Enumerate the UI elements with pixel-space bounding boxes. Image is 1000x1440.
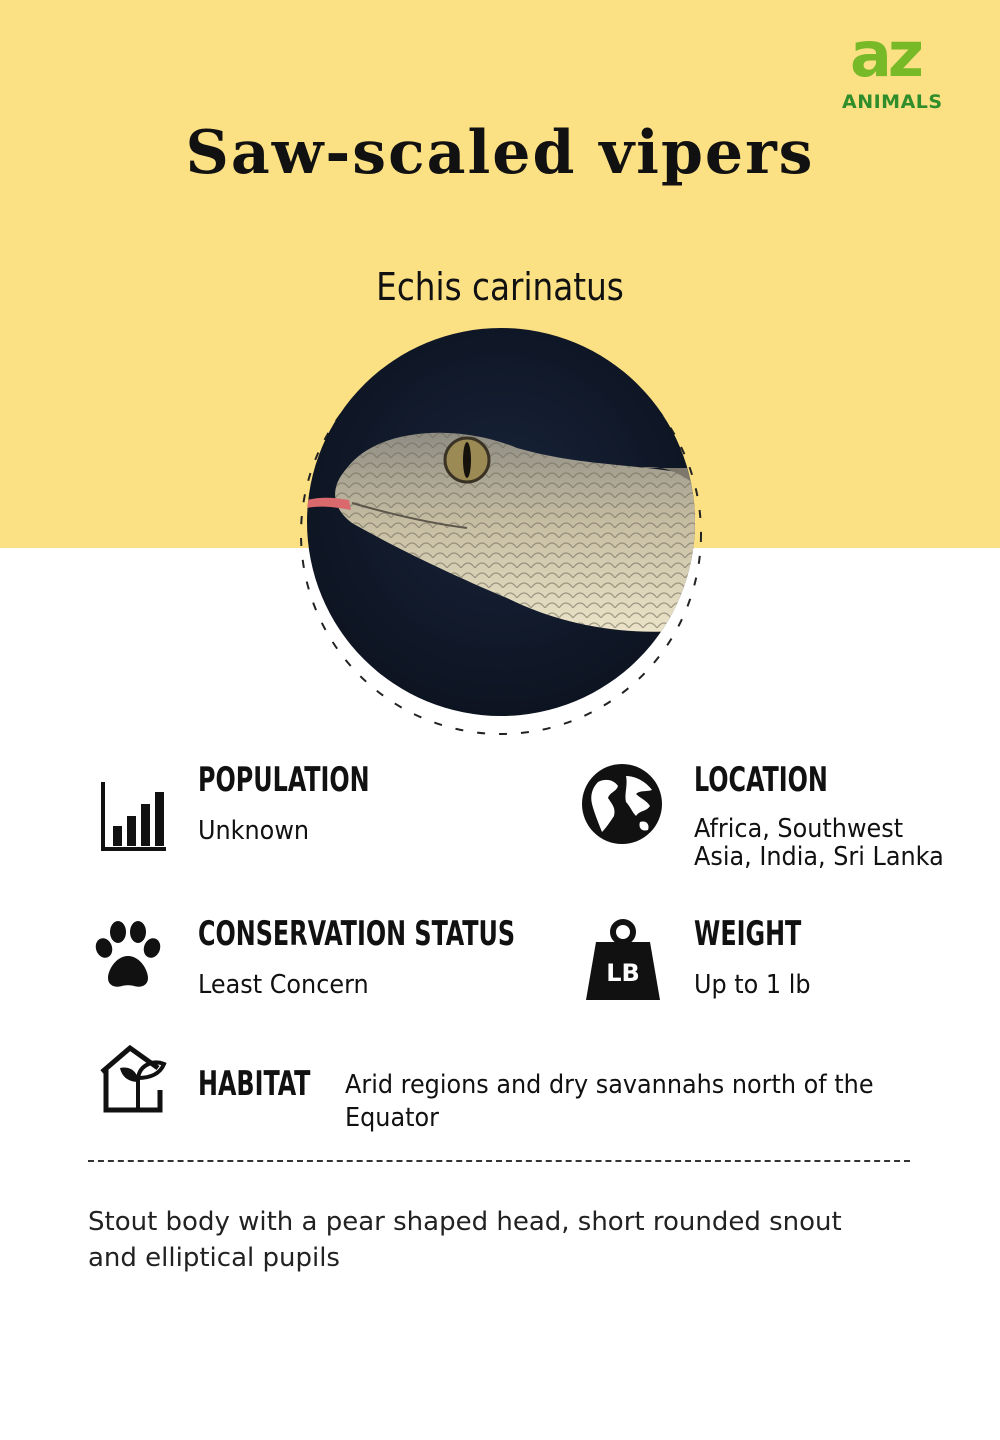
description-line2: and elliptical pupils	[88, 1243, 340, 1273]
weight-icon	[584, 918, 662, 1002]
description-line1: Stout body with a pear shaped head, short rounded snout	[88, 1207, 842, 1237]
population-value: Unknown	[198, 816, 310, 846]
page-title: Saw-scaled vipers	[185, 118, 815, 188]
globe-icon	[580, 762, 664, 846]
weight-label: WEIGHT	[694, 914, 802, 954]
weight-icon-text: LB	[606, 959, 640, 987]
weight-value: Up to 1 lb	[694, 970, 811, 1000]
paw-icon	[94, 920, 162, 992]
house-plant-icon	[98, 1044, 178, 1114]
scientific-name: Echis carinatus	[376, 265, 624, 309]
animal-photo-frame	[295, 328, 707, 740]
logo-mark: az	[850, 18, 920, 91]
logo-wordmark: ANIMALS	[842, 91, 943, 113]
location-value-line2: Asia, India, Sri Lanka	[694, 842, 944, 872]
habitat-value-line1: Arid regions and dry savannahs north of the	[345, 1070, 874, 1100]
location-value-line1: Africa, Southwest	[694, 814, 904, 844]
section-divider	[88, 1160, 910, 1162]
conservation-status-value: Least Concern	[198, 970, 369, 1000]
conservation-status-label: CONSERVATION STATUS	[198, 914, 516, 954]
bar-chart-icon	[100, 780, 168, 852]
snake-photo	[307, 328, 695, 716]
description	[88, 1204, 918, 1276]
location-label: LOCATION	[694, 760, 828, 800]
az-animals-logo[interactable]	[840, 20, 970, 120]
population-label: POPULATION	[198, 760, 370, 800]
habitat-label: HABITAT	[198, 1064, 311, 1104]
habitat-value-line2: Equator	[345, 1103, 439, 1133]
